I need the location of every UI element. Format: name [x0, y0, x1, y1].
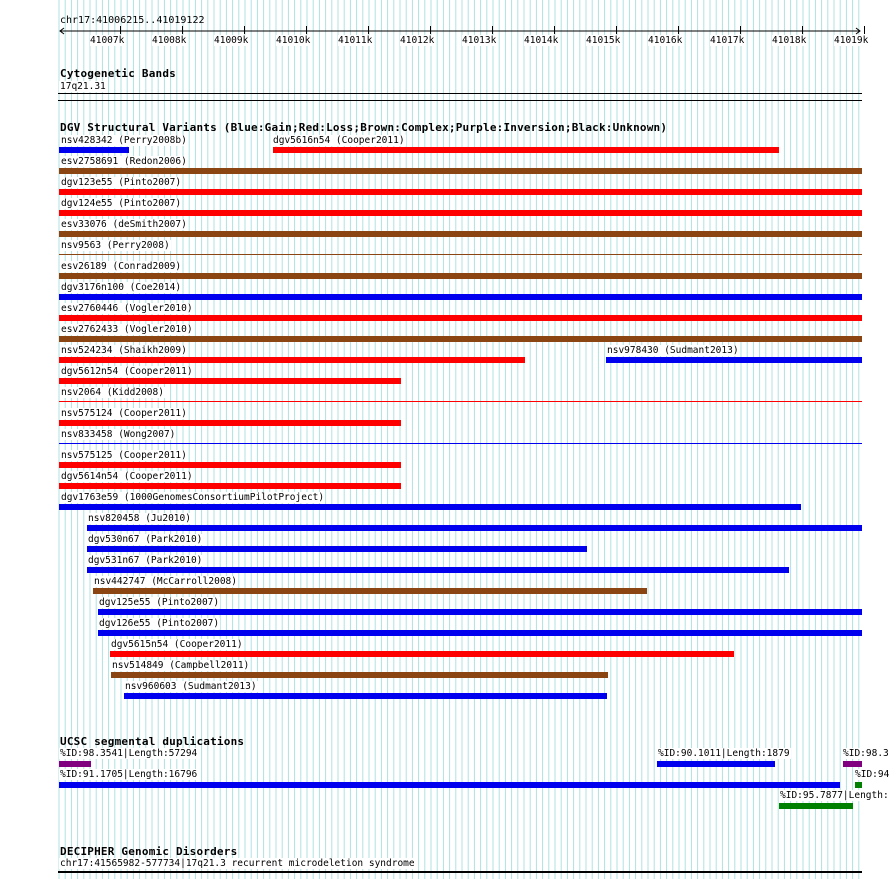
decipher-track-title: DECIPHER Genomic Disorders	[60, 845, 238, 858]
dgv-variant-bar[interactable]	[111, 672, 608, 678]
segdup-bar[interactable]	[855, 782, 862, 788]
dgv-variant-label[interactable]: esv2758691 (Redon2006)	[61, 156, 187, 167]
dgv-variant-label[interactable]: dgv5614n54 (Cooper2011)	[61, 471, 193, 482]
dgv-variant-bar[interactable]	[124, 693, 607, 699]
dgv-variant-bar[interactable]	[110, 651, 734, 657]
dgv-variant-bar[interactable]	[59, 294, 862, 300]
dgv-variant-bar[interactable]	[59, 462, 401, 468]
dgv-variant-bar[interactable]	[93, 588, 647, 594]
dgv-variant-bar[interactable]	[59, 315, 862, 321]
ruler-tick-label: 41019k	[834, 35, 869, 46]
dgv-variant-bar[interactable]	[59, 231, 862, 237]
ruler-tick-mark	[430, 26, 431, 34]
dgv-variant-bar[interactable]	[59, 210, 862, 216]
dgv-variant-bar[interactable]	[59, 273, 862, 279]
segdup-bar[interactable]	[59, 782, 840, 788]
decipher-bar[interactable]	[58, 871, 862, 873]
dgv-variant-bar[interactable]	[59, 147, 129, 153]
ruler-tick-label: 41014k	[524, 35, 559, 46]
dgv-variant-bar[interactable]	[59, 357, 525, 363]
ruler-tick-mark	[740, 26, 741, 34]
dgv-variant-label[interactable]: dgv123e55 (Pinto2007)	[61, 177, 182, 188]
ruler-tick-mark	[492, 26, 493, 34]
dgv-variant-bar[interactable]	[606, 357, 862, 363]
dgv-variant-label[interactable]: nsv833458 (Wong2007)	[61, 429, 176, 440]
dgv-variant-label[interactable]: nsv524234 (Shaikh2009)	[61, 345, 187, 356]
dgv-variant-bar[interactable]	[87, 567, 789, 573]
ruler-tick-label: 41016k	[648, 35, 683, 46]
ruler-tick-label: 41017k	[710, 35, 745, 46]
ruler-tick-mark	[678, 26, 679, 34]
dgv-variant-bar[interactable]	[59, 483, 401, 489]
segdup-bar[interactable]	[779, 803, 853, 809]
dgv-variant-bar[interactable]	[98, 609, 862, 615]
segdup-label[interactable]: %ID:98.3	[843, 748, 889, 759]
dgv-variant-label[interactable]: dgv5616n54 (Cooper2011)	[273, 135, 405, 146]
dgv-variant-label[interactable]: nsv960603 (Sudmant2013)	[125, 681, 257, 692]
ruler-tick-mark	[306, 26, 307, 34]
dgv-variant-bar[interactable]	[59, 336, 862, 342]
dgv-variant-label[interactable]: nsv514849 (Campbell2011)	[112, 660, 250, 671]
dgv-variant-label[interactable]: nsv978430 (Sudmant2013)	[607, 345, 739, 356]
segdup-track-title: UCSC segmental duplications	[60, 735, 245, 748]
segdup-label[interactable]: %ID:90.1011|Length:1879	[658, 748, 790, 759]
dgv-variant-label[interactable]: dgv530n67 (Park2010)	[88, 534, 203, 545]
ruler-tick-label: 41007k	[90, 35, 125, 46]
dgv-variant-bar[interactable]	[59, 443, 862, 444]
dgv-variant-label[interactable]: dgv126e55 (Pinto2007)	[99, 618, 220, 629]
segdup-label[interactable]: %ID:98.3541|Length:57294	[60, 748, 198, 759]
segdup-label[interactable]: %ID:91.1705|Length:16796	[60, 769, 198, 780]
dgv-variant-bar[interactable]	[59, 168, 862, 174]
ruler-tick-label: 41012k	[400, 35, 435, 46]
dgv-variant-bar[interactable]	[98, 630, 862, 636]
dgv-variant-bar[interactable]	[59, 254, 862, 255]
segdup-label[interactable]: %ID:95.7877|Length:	[780, 790, 889, 801]
ruler-tick-label: 41011k	[338, 35, 373, 46]
dgv-variant-label[interactable]: esv2762433 (Vogler2010)	[61, 324, 193, 335]
dgv-variant-label[interactable]: nsv442747 (McCarroll2008)	[94, 576, 237, 587]
dgv-variant-bar[interactable]	[87, 546, 587, 552]
dgv-variant-label[interactable]: dgv5615n54 (Cooper2011)	[111, 639, 243, 650]
dgv-variant-label[interactable]: nsv820458 (Ju2010)	[88, 513, 191, 524]
ruler-position: chr17:41006215..41019122	[60, 15, 205, 26]
dgv-variant-label[interactable]: nsv9563 (Perry2008)	[61, 240, 170, 251]
ruler-tick-label: 41018k	[772, 35, 807, 46]
ruler-tick-label: 41013k	[462, 35, 497, 46]
dgv-variant-label[interactable]: dgv1763e59 (1000GenomesConsortiumPilotProject)	[61, 492, 325, 503]
ruler-tick-label: 41008k	[152, 35, 187, 46]
track-divider	[58, 100, 862, 101]
dgv-variant-label[interactable]: esv26189 (Conrad2009)	[61, 261, 182, 272]
dgv-variant-label[interactable]: nsv575125 (Cooper2011)	[61, 450, 187, 461]
dgv-variant-label[interactable]: dgv124e55 (Pinto2007)	[61, 198, 182, 209]
segdup-label[interactable]: %ID:94	[855, 769, 890, 780]
dgv-variant-label[interactable]: dgv531n67 (Park2010)	[88, 555, 203, 566]
dgv-variant-label[interactable]: esv2760446 (Vogler2010)	[61, 303, 193, 314]
cytoband-track-title: Cytogenetic Bands	[60, 67, 176, 80]
segdup-bar[interactable]	[843, 761, 862, 767]
ruler-tick-mark	[554, 26, 555, 34]
ruler-tick-mark	[368, 26, 369, 34]
dgv-variant-label[interactable]: nsv575124 (Cooper2011)	[61, 408, 187, 419]
dgv-variant-label[interactable]: dgv125e55 (Pinto2007)	[99, 597, 220, 608]
dgv-variant-bar[interactable]	[87, 525, 862, 531]
decipher-item-label[interactable]: chr17:41565982-577734|17q21.3 recurrent microdeletion syndrome	[60, 858, 415, 869]
dgv-variant-bar[interactable]	[59, 504, 801, 510]
cytoband-band[interactable]	[58, 93, 862, 94]
dgv-variant-bar[interactable]	[59, 378, 401, 384]
dgv-variant-label[interactable]: esv33076 (deSmith2007)	[61, 219, 187, 230]
ruler-tick-label: 41015k	[586, 35, 621, 46]
cytoband-label[interactable]: 17q21.31	[60, 81, 106, 92]
dgv-variant-label[interactable]: nsv2064 (Kidd2008)	[61, 387, 164, 398]
dgv-track-title: DGV Structural Variants (Blue:Gain;Red:Loss;Brown:Complex;Purple:Inversion;Black:Unknown)	[60, 121, 668, 134]
segdup-bar[interactable]	[59, 761, 91, 767]
ruler-tick-label: 41010k	[276, 35, 311, 46]
ruler-tick-mark	[616, 26, 617, 34]
dgv-variant-bar[interactable]	[273, 147, 779, 153]
dgv-variant-label[interactable]: dgv3176n100 (Coe2014)	[61, 282, 182, 293]
ruler-tick-mark	[802, 26, 803, 34]
dgv-variant-label[interactable]: nsv428342 (Perry2008b)	[61, 135, 187, 146]
ruler-tick-mark	[182, 26, 183, 34]
ruler-tick-mark	[864, 26, 865, 34]
ruler-tick-label: 41009k	[214, 35, 249, 46]
dgv-variant-bar[interactable]	[59, 420, 401, 426]
dgv-variant-label[interactable]: dgv5612n54 (Cooper2011)	[61, 366, 193, 377]
ruler-tick-mark	[244, 26, 245, 34]
ruler-tick-mark	[120, 26, 121, 34]
segdup-bar[interactable]	[657, 761, 775, 767]
dgv-variant-bar[interactable]	[59, 401, 862, 402]
dgv-variant-bar[interactable]	[59, 189, 862, 195]
